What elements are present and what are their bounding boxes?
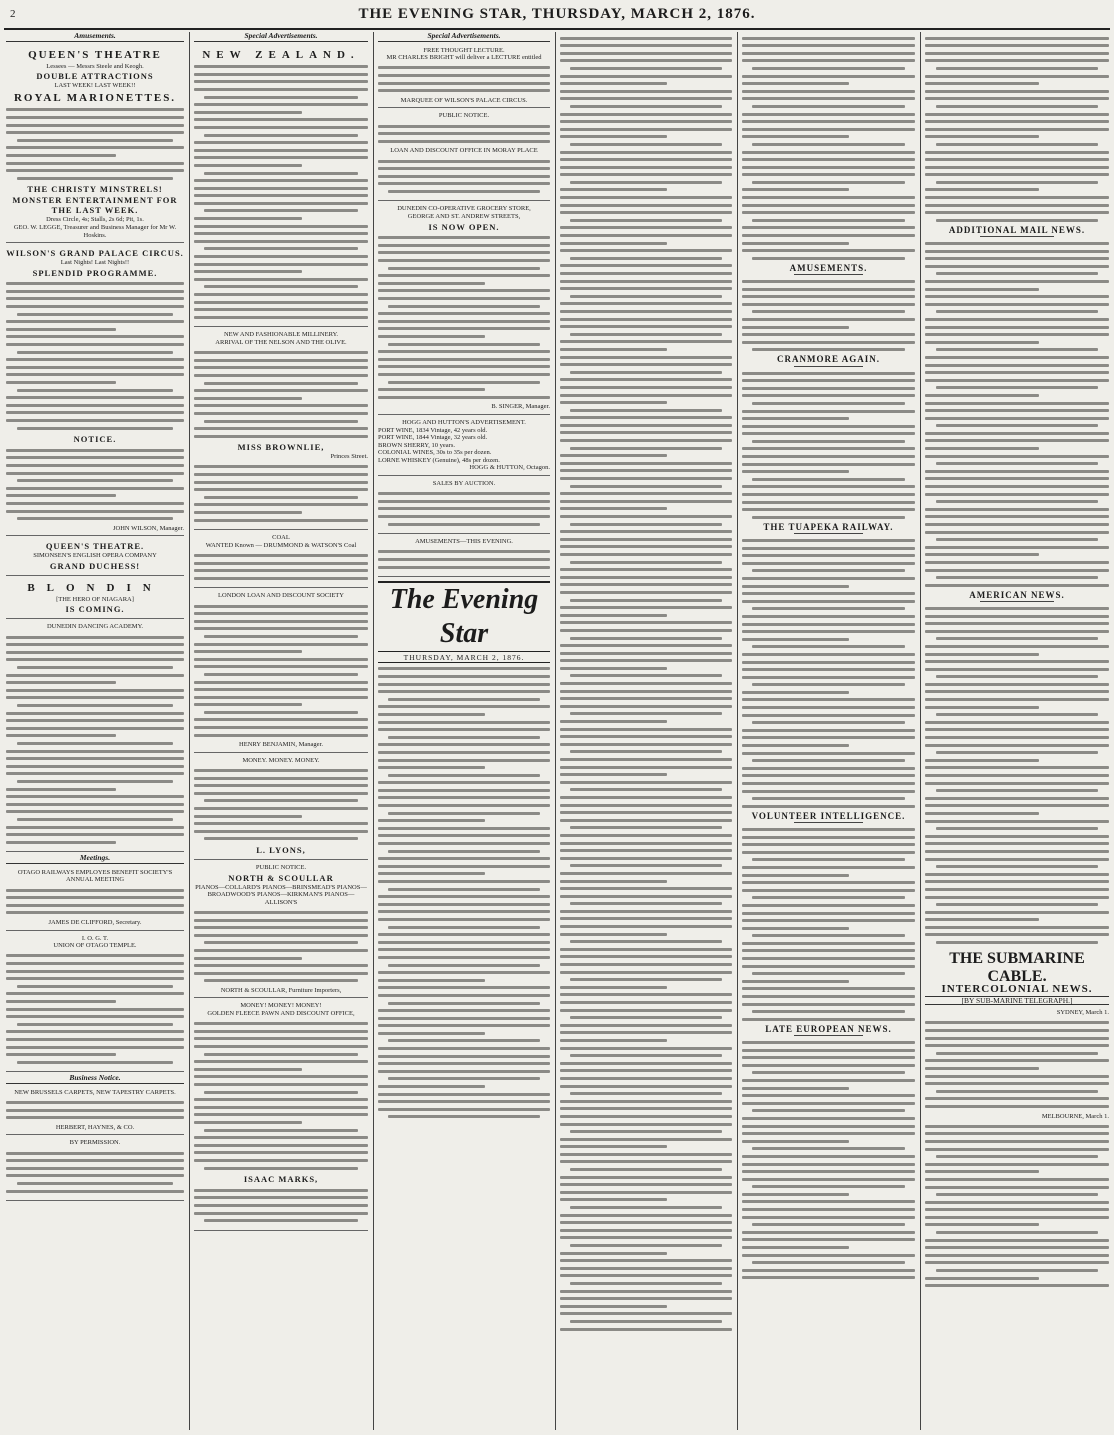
ad-title: DUNEDIN CO-OPERATIVE GROCERY STORE,: [397, 205, 531, 213]
news-text: [925, 37, 1109, 222]
page-number: 2: [10, 8, 16, 20]
wine-item: PORT WINE, 1844 Vintage, 32 years old.: [378, 434, 488, 442]
new-zealand-ad: [194, 45, 368, 328]
grocery-ad: [378, 203, 550, 414]
dateline: MELBOURNE, March 1.: [1041, 1112, 1109, 1120]
news-text: [742, 280, 915, 351]
ad-title: BY PERMISSION.: [69, 1139, 121, 1147]
text-block: [6, 954, 184, 1063]
ad-title: SALES BY AUCTION.: [432, 480, 496, 488]
ad-line: MONSTER ENTERTAINMENT FOR THE LAST WEEK.: [12, 195, 178, 216]
divider: [794, 366, 863, 367]
ad-line: Dress Circle, 4s; Stalls, 2s 6d; Pit, 1s.: [46, 216, 144, 224]
ad-title: QUEEN'S THEATRE.: [45, 541, 145, 552]
lecture-ad: [378, 45, 550, 109]
column-heading: Special Advertisements.: [194, 32, 368, 42]
ad-line: GOLDEN FLEECE PAWN AND DISCOUNT OFFICE,: [207, 1010, 355, 1018]
wine-ad: [378, 417, 550, 476]
section-subtitle: INTERCOLONIAL NEWS.: [941, 983, 1093, 996]
section-byline: [BY SUB-MARINE TELEGRAPH.]: [925, 996, 1109, 1006]
ad-title: COAL: [272, 534, 290, 542]
ad-line: NORTH & SCOULLAR: [228, 872, 334, 883]
ad-signature: B. SINGER, Manager.: [491, 403, 550, 411]
queens-theatre-ad: [6, 45, 184, 244]
ad-title: AMUSEMENTS—THIS EVENING.: [415, 538, 513, 546]
text-block: [378, 236, 550, 398]
wine-item: LORNE WHISKEY (Genuine), 48s per dozen.: [378, 456, 500, 464]
ad-title: PUBLIC NOTICE.: [438, 112, 490, 120]
millinery-ad: [194, 329, 368, 530]
ad-title: NEW AND FASHIONABLE MILLINERY.: [223, 331, 339, 339]
divider: [794, 822, 863, 823]
column-rule: [373, 32, 374, 1430]
section-heading: VOLUNTEER INTELLIGENCE.: [751, 810, 906, 821]
section-heading: THE TUAPEKA RAILWAY.: [763, 521, 894, 532]
wine-item: BROWN SHERRY, 10 years.: [378, 441, 455, 449]
ad-line: UNION OF OTAGO TEMPLE.: [53, 942, 137, 950]
art-union-ad: [6, 1137, 184, 1201]
divider: [794, 1035, 863, 1036]
loan-office-ad: [378, 110, 550, 201]
ad-line: SPLENDID PROGRAMME.: [32, 267, 158, 278]
ad-line: PIANOS—COLLARD'S PIANOS—BRINSMEAD'S PIANOS—BROADWOOD'S PIANOS—KIRKMAN'S PIANOS—ALLISON'S: [195, 883, 367, 906]
text-block: [6, 449, 184, 520]
text-block: [378, 160, 550, 193]
ad-line: MISS BROWNLIE,: [237, 442, 325, 453]
ad-signature: GEO. W. LEGGE, Treasurer and Business Manager for Mr W. Hoskins.: [13, 223, 177, 239]
column-3: [378, 32, 550, 1430]
ad-signature: NORTH & SCOULLAR, Furniture Importers,: [220, 986, 342, 994]
divider: [980, 236, 1054, 237]
dancing-ad: [6, 621, 184, 852]
ad-title: I. O. G. T.: [81, 934, 109, 942]
column-4: [560, 32, 732, 1430]
ad-line: IS NOW OPEN.: [428, 221, 500, 232]
ad-line: LAST WEEK! LAST WEEK!!: [54, 82, 136, 90]
ad-line: DOUBLE ATTRACTIONS: [36, 71, 154, 82]
text-block: [194, 1022, 368, 1169]
ad-signature: Princes Street.: [330, 453, 368, 461]
ad-line: MARQUEE OF WILSON'S PALACE CIRCUS.: [400, 96, 528, 104]
section-heading: Meetings.: [6, 854, 184, 864]
text-block: [194, 605, 368, 737]
text-block: [6, 1152, 184, 1193]
auction-notice: [378, 478, 550, 534]
divider: [980, 601, 1054, 602]
iogt-notice: [6, 933, 184, 1073]
ad-title: NEW ZEALAND.: [202, 48, 360, 61]
text-block: [194, 769, 368, 840]
news-text: [742, 1041, 915, 1279]
ad-signature: HENRY BENJAMIN, Manager.: [239, 741, 323, 749]
section-heading: ADDITIONAL MAIL NEWS.: [948, 224, 1086, 235]
opera-ad: [6, 538, 184, 576]
news-text: [925, 1021, 1109, 1108]
ad-line: L. LYONS,: [256, 844, 306, 855]
divider: [794, 533, 863, 534]
ad-title: HOGG AND HUTTON'S ADVERTISEMENT.: [402, 418, 526, 426]
pianos-ad: [194, 862, 368, 999]
text-block: [194, 65, 368, 319]
amusements-notice: [378, 536, 550, 577]
head-rule: [4, 28, 1110, 30]
news-text: [925, 607, 1109, 944]
text-block: [6, 108, 184, 179]
ad-line: WANTED Known — DRUMMOND & WATSON'S Coal: [205, 541, 357, 549]
running-head: THE EVENING STAR, THURSDAY, MARCH 2, 1876.: [358, 6, 756, 22]
text-block: [6, 282, 184, 429]
text-block: [6, 636, 184, 844]
ad-title: OTAGO RAILWAYS EMPLOYES BENEFIT SOCIETY'S ANNUAL MEETING: [17, 868, 173, 884]
ad-title: WILSON'S GRAND PALACE CIRCUS.: [6, 248, 184, 259]
section-title: THE SUBMARINE CABLE.: [949, 950, 1085, 986]
meeting-notice: [6, 867, 184, 931]
news-text: [560, 37, 732, 1331]
section-heading: AMERICAN NEWS.: [969, 589, 1065, 600]
news-text: [925, 1125, 1109, 1287]
ad-line: Last Nights! Last Nights!!: [60, 259, 130, 267]
ad-title: MONEY. MONEY. MONEY.: [242, 756, 320, 764]
column-heading: Special Advertisements.: [378, 32, 550, 42]
newspaper-banner: The Evening Star: [378, 581, 550, 652]
ad-line: THE CHRISTY MINSTRELS!: [27, 184, 163, 195]
column-rule: [189, 32, 190, 1430]
ad-line: GEORGE AND ST. ANDREW STREETS,: [407, 213, 521, 221]
column-5: [742, 32, 915, 1430]
wine-item: PORT WINE, 1834 Vintage, 42 years old.: [378, 426, 488, 434]
text-block: [378, 492, 550, 525]
ad-signature: JOHN WILSON, Manager.: [112, 524, 184, 532]
ad-title: BLONDIN: [27, 581, 163, 594]
pawn-ad: [194, 1000, 368, 1230]
text-block: [194, 465, 368, 521]
ad-line: ARRIVAL OF THE NELSON AND THE OLIVE.: [215, 338, 347, 346]
ad-title: QUEEN'S THEATRE: [28, 48, 162, 61]
section-heading: LATE EUROPEAN NEWS.: [765, 1023, 892, 1034]
text-block: [194, 351, 368, 438]
news-text: [925, 242, 1109, 587]
ad-line: Lessees — Messrs Steele and Keogh.: [46, 62, 144, 70]
news-text: [742, 37, 915, 260]
ad-signature: HERBERT, HAYNES, & CO.: [55, 1123, 135, 1131]
ad-title: MONEY! MONEY! MONEY!: [240, 1002, 322, 1010]
text-block: [6, 889, 184, 915]
ad-title: DUNEDIN DANCING ACADEMY.: [46, 623, 144, 631]
carpets-ad: [6, 1087, 184, 1136]
news-text: [742, 828, 915, 1021]
blondin-ad: [6, 578, 184, 620]
ad-line: NOTICE.: [73, 434, 117, 445]
dateline: SYDNEY, March 1.: [1056, 1009, 1109, 1017]
column-rule: [737, 32, 738, 1430]
ad-title: LONDON LOAN AND DISCOUNT SOCIETY: [218, 592, 344, 600]
ad-line: MR CHARLES BRIGHT will deliver a LECTURE entitled: [386, 54, 542, 62]
ad-title: NEW BRUSSELS CARPETS, NEW TAPESTRY CARPETS.: [14, 1088, 176, 1096]
ad-line: GRAND DUCHESS!: [49, 560, 141, 571]
column-2: [194, 32, 368, 1430]
ad-line: SIMONSEN'S ENGLISH OPERA COMPANY: [33, 552, 157, 560]
editorial-text: [378, 667, 550, 1118]
ad-line: ISAAC MARKS,: [243, 1174, 319, 1185]
text-block: [194, 554, 368, 580]
text-block: [194, 1189, 368, 1222]
ad-title: ROYAL MARIONETTES.: [13, 91, 177, 104]
news-text: [742, 539, 915, 808]
wine-item: COLONIAL WINES, 30s to 35s per dozen.: [378, 449, 492, 457]
text-block: [6, 1101, 184, 1119]
issue-date: THURSDAY, MARCH 2, 1876.: [378, 654, 550, 663]
text-block: [378, 125, 550, 143]
text-block: [194, 911, 368, 982]
column-6: [925, 32, 1109, 1430]
divider: [794, 274, 863, 275]
column-heading: Amusements.: [6, 32, 184, 42]
news-text: [742, 372, 915, 519]
money-ad: [194, 755, 368, 860]
section-heading: Business Notice.: [6, 1074, 184, 1084]
column-1: [6, 32, 184, 1430]
circus-ad: [6, 245, 184, 536]
column-rule: [555, 32, 556, 1430]
ad-signature: HOGG & HUTTON, Octagon.: [469, 464, 550, 472]
ad-line: [THE HERO OF NIAGARA]: [56, 595, 134, 603]
ad-line: LOAN AND DISCOUNT OFFICE IN MORAY PLACE: [390, 147, 538, 155]
column-rule: [920, 32, 921, 1430]
section-heading: CRANMORE AGAIN.: [776, 354, 880, 365]
ad-signature: JAMES DE CLIFFORD, Secretary.: [48, 919, 142, 927]
ad-line: IS COMING.: [65, 604, 125, 615]
section-heading: AMUSEMENTS.: [789, 262, 868, 273]
coal-ad: [194, 532, 368, 588]
ad-title: PUBLIC NOTICE.: [255, 863, 307, 871]
loan-society-ad: [194, 590, 368, 752]
text-block: [378, 66, 550, 92]
ad-title: FREE THOUGHT LECTURE.: [423, 46, 505, 54]
text-block: [378, 550, 550, 568]
